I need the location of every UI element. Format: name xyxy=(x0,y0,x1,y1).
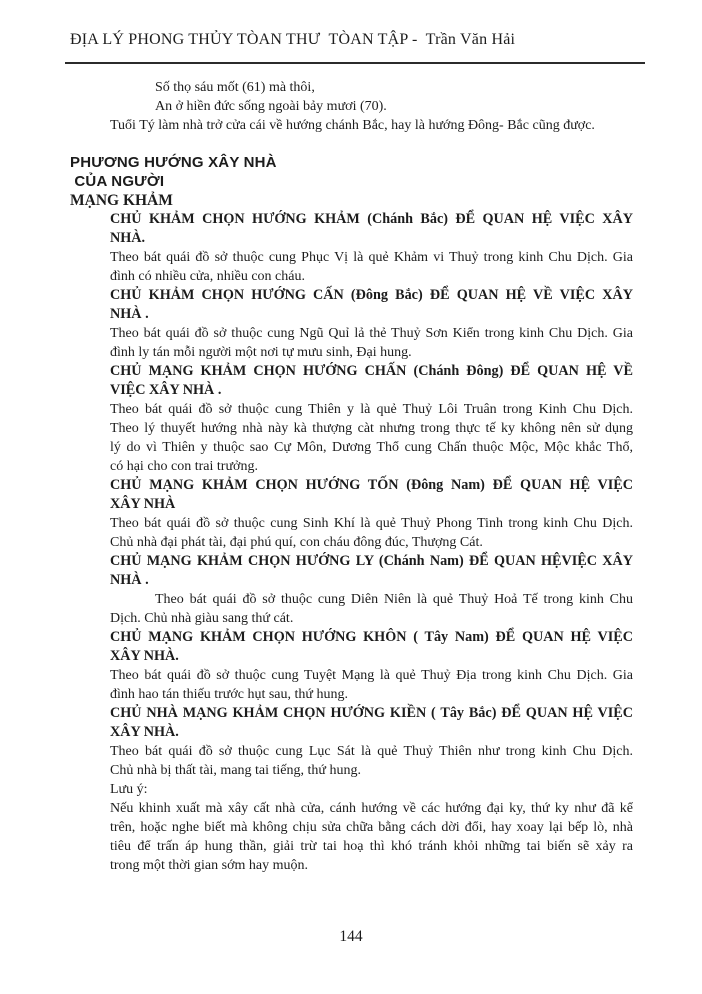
section xyxy=(70,704,633,780)
note-block xyxy=(70,780,633,875)
section-heading-line: CHỦ NHÀ MẠNG KHẢM CHỌN HƯỚNG KIỀN ( Tây Bắc) ĐỂ QUAN HỆ VIỆC xyxy=(110,705,633,721)
page-content xyxy=(70,78,633,875)
section-body-line: Theo lý thuyết hướng nhà này kà thượng càt nhưng trong thực tế ky không nên sử dụng xyxy=(110,421,633,436)
section-heading-line: NHÀ . xyxy=(110,572,149,588)
section-body-line: Theo bát quái đồ sở thuộc cung Thiên y là quẻ Thuỷ Lôi Truân trong Kinh Chu Dịch. xyxy=(110,402,633,417)
section-body-line: có hại cho con trai trưởng. xyxy=(110,459,258,474)
main-heading-line-2: CỦA NGƯỜI xyxy=(70,173,165,190)
vertical-gap xyxy=(70,135,633,153)
poem-line: An ở hiền đức sống ngoài bảy mươi (70). xyxy=(155,99,387,114)
poem-line: Số thọ sáu mốt (61) mà thôi, xyxy=(155,80,315,95)
section-heading-line: VIỆC XÂY NHÀ . xyxy=(110,382,222,398)
note-line: trên, hoặc nghe biết mà không chịu sửa chữa bằng cách dời đổi, hay xoay lại bếp lò, nhà xyxy=(110,820,633,835)
section-body-line: đình có nhiều cửa, nhiều con cháu. xyxy=(110,269,305,284)
section-heading-line: CHỦ MẠNG KHẢM CHỌN HƯỚNG LY (Chánh Nam) ĐỂ QUAN HỆVIỆC XÂY xyxy=(110,553,633,569)
section-body-line: Theo bát quái đồ sở thuộc cung Sinh Khí là quẻ Thuỷ Phong Tinh trong kinh Chu Dịch. xyxy=(110,516,633,531)
main-heading-line-3: MẠNG KHẢM xyxy=(70,192,173,209)
section-body-line: đình hao tán thiếu trước hụt sau, thứ hung. xyxy=(110,687,348,702)
section-body-line: Theo bát quái đồ sở thuộc cung Lục Sát là quẻ Thuỷ Thiên như trong kinh Chu Dịch. xyxy=(110,744,633,759)
header-rule xyxy=(65,62,645,64)
section-heading-line: NHÀ . xyxy=(110,306,149,322)
section-heading-line: CHỦ MẠNG KHẢM CHỌN HƯỚNG TỐN (Đông Nam) ĐỂ QUAN HỆ VIỆC xyxy=(110,477,633,493)
section-heading-line: NHÀ. xyxy=(110,230,146,246)
page-header: ĐỊA LÝ PHONG THỦY TÒAN THƯ TÒAN TẬP - Trần Văn Hải xyxy=(70,31,516,48)
section-heading-line: XÂY NHÀ xyxy=(110,496,176,512)
section xyxy=(70,286,633,362)
section xyxy=(70,628,633,704)
section xyxy=(70,552,633,628)
section xyxy=(70,476,633,552)
section xyxy=(70,362,633,476)
section-heading-line: CHỦ MẠNG KHẢM CHỌN HƯỚNG CHẤN (Chánh Đông) ĐỂ QUAN HỆ VỀ xyxy=(110,363,633,379)
section-body-line: Theo bát quái đồ sở thuộc cung Diên Niên là quẻ Thuỷ Hoả Tế trong kinh Chu xyxy=(155,592,633,607)
section-body-line: đình ly tán mỗi người một nơi tự mưu sinh, Đại hung. xyxy=(110,345,412,360)
note-label: Lưu ý: xyxy=(110,782,148,797)
main-heading-line-1: PHƯƠNG HƯỚNG XÂY NHÀ xyxy=(70,154,277,171)
section-heading-line: CHỦ KHẢM CHỌN HƯỚNG KHẢM (Chánh Bắc) ĐỂ QUAN HỆ VIỆC XÂY xyxy=(110,211,633,227)
section-heading-line: CHỦ MẠNG KHẢM CHỌN HƯỚNG KHÔN ( Tây Nam) ĐỂ QUAN HỆ VIỆC xyxy=(110,629,633,645)
section-body-line: Chủ nhà bị thất tài, mang tai tiếng, thứ hung. xyxy=(110,763,361,778)
note-line: tiêu để trấn áp hung thần, giải trừ tai hoạ thì khó tránh khỏi những tai biến sẽ xảy ra xyxy=(110,839,633,854)
section-body-line: Theo bát quái đồ sở thuộc cung Tuyệt Mạng là quẻ Thuỷ Địa trong kinh Chu Dịch. Gia xyxy=(110,668,633,683)
section xyxy=(70,210,633,286)
section-heading-line: XÂY NHÀ. xyxy=(110,724,179,740)
section-body-line: Chủ nhà đại phát tài, đại phú quí, con cháu đông đúc, Thượng Cát. xyxy=(110,535,483,550)
section-body-line: Dịch. Chủ nhà giàu sang thứ cát. xyxy=(110,611,294,626)
page-number: 144 xyxy=(339,928,363,945)
section-body-line: lý do vì Thiên y thuộc sao Cự Môn, Dương Thổ cung Chấn thuộc Mộc, Mộc khắc Thổ, xyxy=(110,440,633,455)
section-body-line: Theo bát quái đồ sở thuộc cung Ngũ Quỉ lả thẻ Thuỷ Sơn Kiển trong kinh Chu Dịch. Gia xyxy=(110,326,633,341)
section-body-line: Theo bát quái đồ sở thuộc cung Phục Vị là quẻ Khảm vi Thuỷ trong kinh Chu Dịch. Gia xyxy=(110,250,633,265)
section-heading-line: XÂY NHÀ. xyxy=(110,648,179,664)
intro-note: Tuổi Tý làm nhà trở cửa cái về hướng chánh Bắc, hay là hướng Đông- Bắc cũng được. xyxy=(110,118,595,133)
section-heading-line: CHỦ KHẢM CHỌN HƯỚNG CẤN (Đông Bắc) ĐỂ QUAN HỆ VỀ VIỆC XÂY xyxy=(110,287,633,303)
note-line: trong một thời gian sớm hay muộn. xyxy=(110,858,308,873)
note-line: Nếu khinh xuất mà xây cất nhà cửa, cánh hướng về các hướng đại ky, thứ ky như đã kể xyxy=(110,801,633,816)
